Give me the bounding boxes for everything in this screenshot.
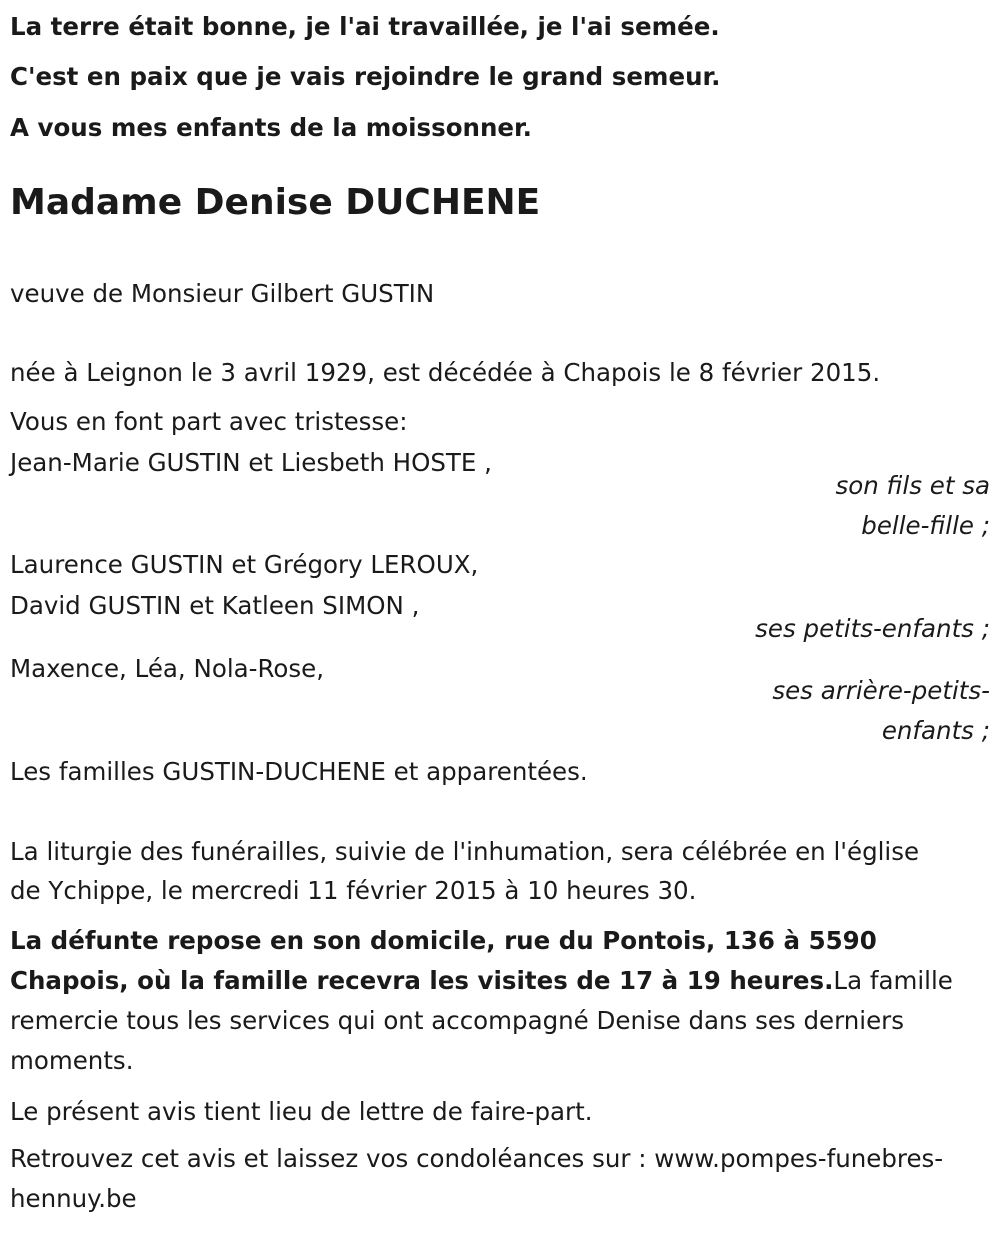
grandchildren-line-1: Laurence GUSTIN et Grégory LEROUX, <box>10 550 479 579</box>
poem-line-3: A vous mes enfants de la moissonner. <box>10 113 532 142</box>
great-grandchildren-role-line-1: ses arrière-petits- <box>772 676 990 705</box>
great-grandchildren: Maxence, Léa, Nola-Rose, <box>10 654 325 683</box>
poem-line-2: C'est en paix que je vais rejoindre le grand semeur. <box>10 62 721 91</box>
condolences: Retrouvez cet avis et laissez vos condoléances sur : www.pompes-funebres-hennuy.be <box>10 1144 944 1213</box>
grandchildren-role: ses petits-enfants ; <box>755 614 990 643</box>
son-role-line-1: son fils et sa <box>835 471 990 500</box>
families: Les familles GUSTIN-DUCHENE et apparentées. <box>10 757 588 786</box>
deceased-name: Madame Denise DUCHENE <box>10 182 541 223</box>
visits-paragraph <box>10 921 995 1081</box>
widow-of: veuve de Monsieur Gilbert GUSTIN <box>10 279 435 308</box>
notice: Le présent avis tient lieu de lettre de faire-part. <box>10 1097 593 1126</box>
poem-line-1: La terre était bonne, je l'ai travaillée, je l'ai semée. <box>10 12 720 41</box>
visits-bold-text: La défunte repose en son domicile, rue du Pontois, 136 à 5590 Chapois, où la famille recevra les visites de 17 à 19 heures. <box>10 926 877 995</box>
birth-death: née à Leignon le 3 avril 1929, est décédée à Chapois le 8 février 2015. <box>10 358 881 387</box>
great-grandchildren-role-line-2: enfants ; <box>881 716 990 745</box>
family-intro: Vous en font part avec tristesse: <box>10 407 408 436</box>
ceremony-line-1: La liturgie des funérailles, suivie de l'inhumation, sera célébrée en l'église <box>10 837 920 866</box>
ceremony-line-2: de Ychippe, le mercredi 11 février 2015 à 10 heures 30. <box>10 876 697 905</box>
thanks-text: La famille remercie tous les services qui ont accompagné Denise dans ses derniers moments. <box>10 966 953 1075</box>
grandchildren-line-2: David GUSTIN et Katleen SIMON , <box>10 591 420 620</box>
son-role-line-2: belle-fille ; <box>861 511 990 540</box>
son-names: Jean-Marie GUSTIN et Liesbeth HOSTE , <box>10 448 492 477</box>
